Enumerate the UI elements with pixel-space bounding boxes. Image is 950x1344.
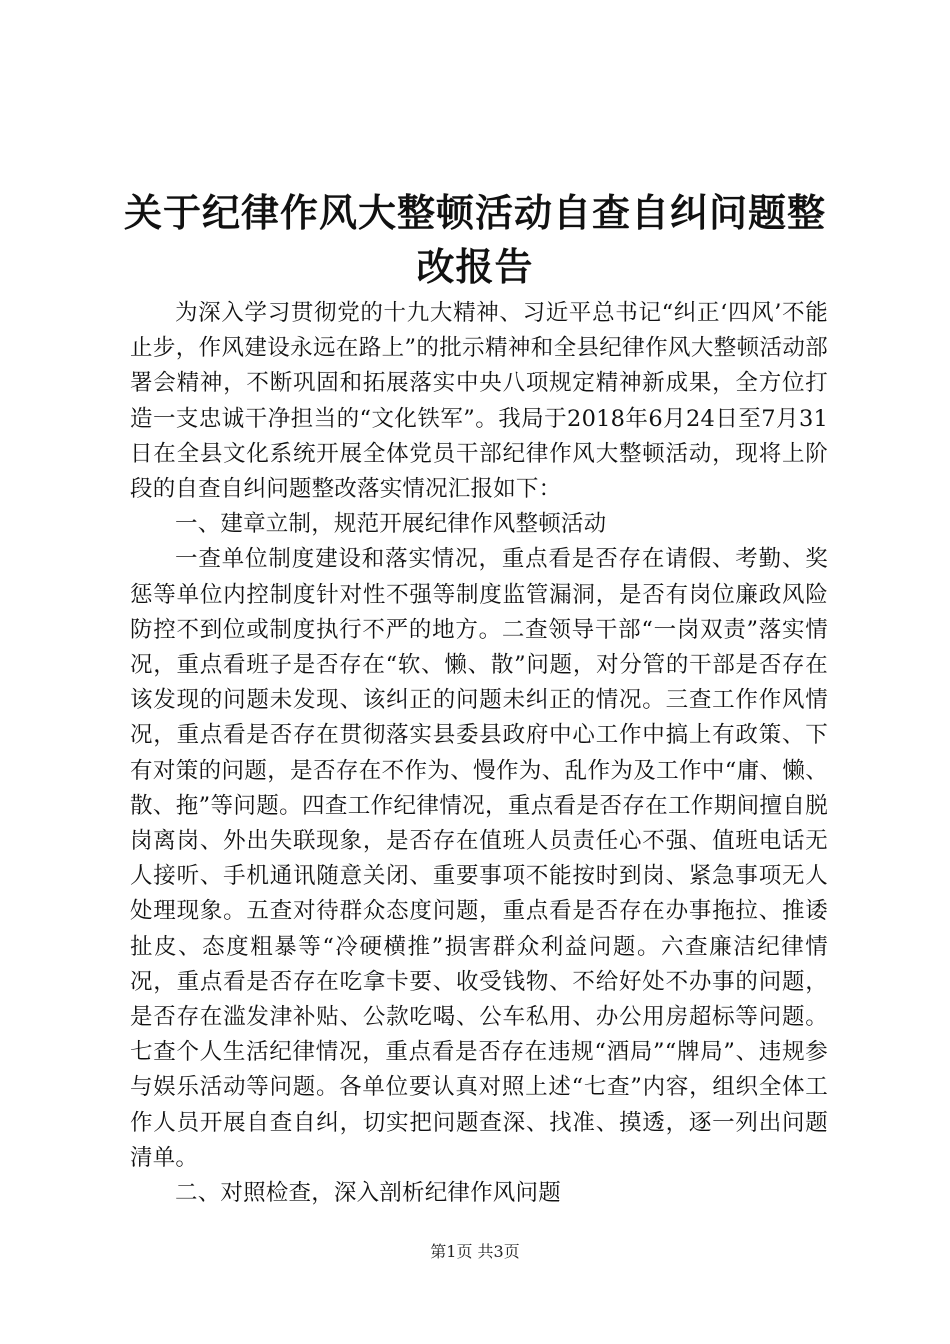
section-heading-1: 一、建章立制，规范开展纪律作风整顿活动 xyxy=(175,511,607,538)
intro-paragraph: 为深入学习贯彻党的十九大精神、习近平总书记“纠正‘四风’不能止步，作风建设永远在路上”的批示精神和全县纪律作风大整顿活动部署会精神，不断巩固和拓展落实中央八项规定精神新成果，全方位打造一支忠诚干净担当的“文化铁军”。我局于2018年6月24日至7月31日在全县文化系统开展全体党员干部纪律作风大整顿活动，现将上阶段的自查自纠问题整改落实情况汇报如下： xyxy=(130,300,828,503)
document-title: 关于纪律作风大整顿活动自查自纠问题整改报告 xyxy=(123,191,826,289)
document-body xyxy=(130,296,828,1211)
section-heading-2: 二、对照检查，深入剖析纪律作风问题 xyxy=(175,1180,561,1207)
section-1-paragraph: 一查单位制度建设和落实情况，重点看是否存在请假、考勤、奖惩等单位内控制度针对性不强等制度监管漏洞，是否有岗位廉政风险防控不到位或制度执行不严的地方。二查领导干部“一岗双责”落实情况，重点看班子是否存在“软、懒、散”问题，对分管的干部是否存在该发现的问题未发现、该纠正的问题未纠正的情况。三查工作作风情况，重点看是否存在贯彻落实县委县政府中心工作中搞上有政策、下有对策的问题，是否存在不作为、慢作为、乱作为及工作中“庸、懒、散、拖”等问题。四查工作纪律情况，重点看是否存在工作期间擅自脱岗离岗、外出失联现象，是否存在值班人员责任心不强、值班电话无人接听、手机通讯随意关闭、重要事项不能按时到岗、紧急事项无人处理现象。五查对待群众态度问题，重点看是否存在办事拖拉、推诿扯皮、态度粗暴等“冷硬横推”损害群众利益问题。六查廉洁纪律情况，重点看是否存在吃拿卡要、收受钱物、不给好处不办事的问题，是否存在滥发津补贴、公款吃喝、公车私用、办公用房超标等问题。七查个人生活纪律情况，重点看是否存在违规“酒局”“牌局”、违规参与娱乐活动等问题。各单位要认真对照上述“七查”内容，组织全体工作人员开展自查自纠，切实把问题查深、找准、摸透，逐一列出问题清单。 xyxy=(130,546,828,1171)
page-number-footer: 第1页 共3页 xyxy=(430,1242,520,1261)
